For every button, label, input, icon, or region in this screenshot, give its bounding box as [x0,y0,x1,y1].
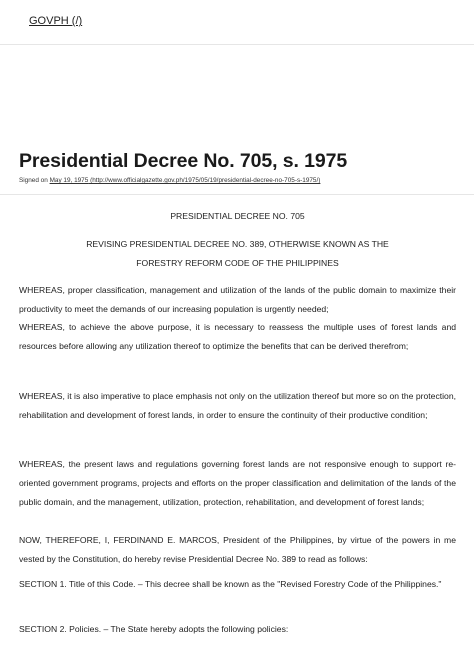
section-2-paragraph: SECTION 2. Policies. – The State hereby adopts the following policies: [19,624,289,634]
section-1-paragraph: SECTION 1. Title of this Code. – This decree shall be known as the "Revised Forestry Code of the Philippines." [19,579,442,589]
decree-heading: PRESIDENTIAL DECREE NO. 705 [170,211,305,221]
whereas-paragraph-3: WHEREAS, it is also imperative to place emphasis not only on the utilization thereof but more so on the protection, rehabilitation and development of forest lands, in order to ensure the continuity of their productive condition; [19,391,456,420]
whereas-paragraph-2: WHEREAS, to achieve the above purpose, it is necessary to reassess the multiple uses of forest lands and resources before allowing any utilization thereof to optimize the benefits that can be derived therefrom; [19,322,456,351]
top-navigation-bar [0,0,474,45]
page-title: Presidential Decree No. 705, s. 1975 [19,150,348,172]
now-therefore-paragraph: NOW, THEREFORE, I, FERDINAND E. MARCOS, President of the Philippines, by virtue of the powers in me vested by the Constitution, do hereby revise Presidential Decree No. 389 to read as follows: [19,535,456,564]
signed-date-line [19,177,320,184]
signed-url: (http://www.officialgazette.gov.ph/1975/05/19/presidential-decree-no-705-s-1975/) [88,177,321,184]
decree-subheading-line-1: REVISING PRESIDENTIAL DECREE NO. 389, OTHERWISE KNOWN AS THE [86,239,389,249]
header-divider [0,194,474,195]
whereas-paragraph-4: WHEREAS, the present laws and regulations governing forest lands are not responsive enough to support re-oriented government programs, projects and efforts on the proper classification and delimitation of the lands of the public domain, and the management, utilization, protection, rehabilitation, and development of forest lands; [19,459,456,507]
whereas-paragraph-1: WHEREAS, proper classification, management and utilization of the lands of the public domain to maximize their productivity to meet the demands of our increasing population is urgently needed; [19,285,456,314]
signed-date-link[interactable] [50,177,321,184]
decree-subheading-line-2: FORESTRY REFORM CODE OF THE PHILIPPINES [136,258,339,268]
signed-prefix: Signed on [19,177,50,184]
govph-home-link[interactable]: GOVPH (/) [29,15,83,27]
signed-date: May 19, 1975 [49,177,89,184]
